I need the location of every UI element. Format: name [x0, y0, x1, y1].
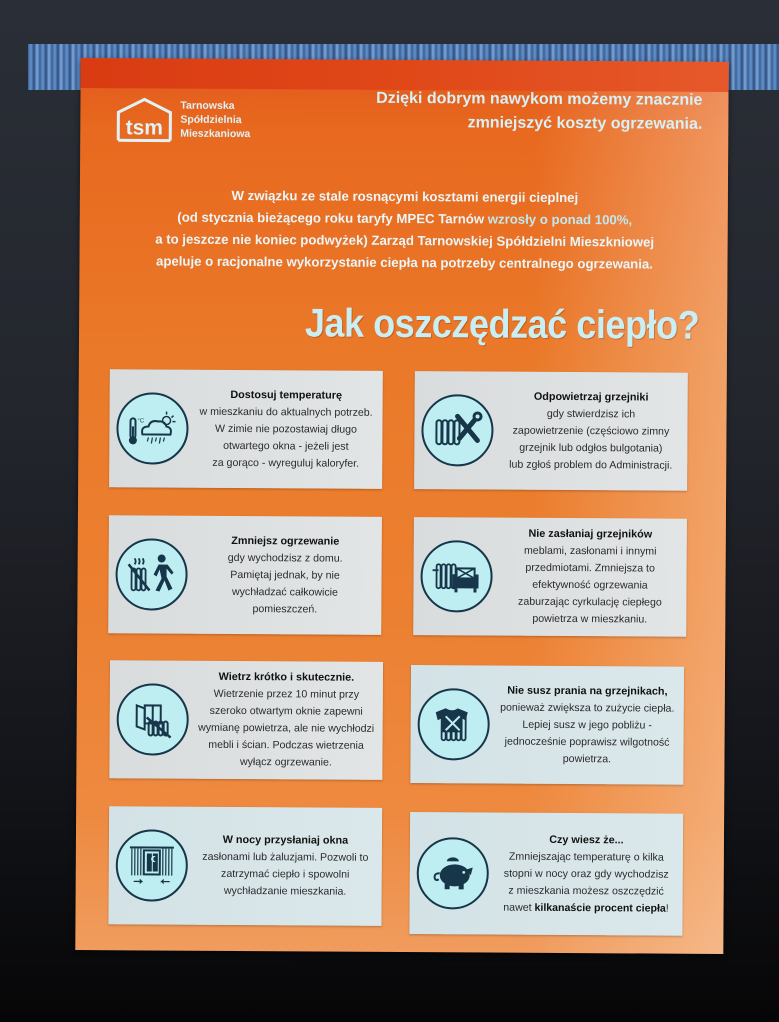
tip-text-segment: ! [665, 902, 669, 915]
tip-line: W zimie nie pozostawiaj długo [214, 422, 357, 436]
tip-line: Lepiej susz w jego pobliżu - [522, 718, 652, 732]
tip-line: grzejnik lub odgłos bulgotania) [519, 441, 663, 455]
tip-line: lub zgłoś problem do Administracji. [509, 458, 673, 472]
tip-line: mebli i ścian. Podczas wietrzenia [208, 738, 364, 752]
tip-line: jednocześnie poprawisz wilgotność [504, 735, 670, 749]
tip-line: zaburzając cyrkulację ciepłego [518, 595, 662, 609]
headline: Jak oszczędzać ciepło? [304, 301, 700, 348]
intro-highlight: wzrosły o ponad 100%, [487, 211, 633, 228]
tip-line: z mieszkania możesz oszczędzić [508, 884, 664, 898]
tip-text-segment: nawet [503, 901, 535, 914]
org-name-line: Spółdzielnia [180, 113, 242, 127]
intro-text: (od stycznia bieżącego roku taryfy MPEC Tarnów [177, 209, 488, 227]
tip-line [503, 899, 669, 917]
tip-text [194, 516, 376, 635]
tip-card-reduce-heating [108, 515, 382, 635]
tip-line: pomieszczeń. [252, 602, 318, 615]
thermometer-weather-icon [116, 392, 188, 464]
tip-title: Odpowietrzaj grzejniki [533, 390, 649, 404]
tip-emphasis: kilkanaście procent ciepła [534, 901, 666, 915]
tip-text [499, 518, 681, 637]
open-window-radiator-off-icon [116, 683, 188, 755]
tip-line: stopni w nocy oraz gdy wychodzisz [503, 867, 669, 881]
tip-line: meblami, zasłonami i innymi [523, 544, 657, 558]
tip-text [496, 666, 678, 785]
tip-line: powietrza w mieszkaniu. [532, 612, 648, 626]
tip-line: przedmiotami. Zmniejsza to [525, 561, 655, 575]
tip-line: w mieszkaniu do aktualnych potrzeb. [199, 405, 373, 419]
tip-line: wychładzanie mieszkania. [223, 884, 347, 898]
tip-title: Zmniejsz ogrzewanie [231, 534, 340, 548]
tip-text [495, 813, 677, 936]
org-name-line: Mieszkaniowa [180, 127, 251, 141]
tip-line: zapowietrzenie (częściowo zimny [512, 424, 670, 438]
house-logo-icon [114, 96, 174, 142]
tip-card-ventilate-briefly [109, 660, 383, 780]
tip-line: szeroko otwartym oknie zapewni [209, 704, 363, 718]
piggy-bank-icon [417, 837, 489, 909]
tip-line: Wietrzenie przez 10 minut przy [213, 687, 360, 701]
tip-card-bleed-radiators [414, 371, 688, 491]
tip-title: Wietrz krótko i skutecznie. [218, 670, 355, 684]
radiator-tools-icon [421, 394, 493, 466]
tip-line: powietrza. [562, 752, 612, 765]
tip-line: Zmniejszając temperaturę o kilka [508, 850, 664, 864]
tip-text [500, 372, 682, 491]
window-curtains-night-icon [116, 829, 188, 901]
tip-title: Nie zasłaniaj grzejników [528, 527, 653, 541]
tip-card-adjust-temperature [109, 369, 383, 489]
tip-text [194, 807, 376, 926]
organization-name [180, 99, 250, 141]
tagline [376, 87, 703, 137]
intro-line: a to jeszcze nie koniec podwyżek) Zarząd Tarnowskiej Spółdzielni Mieszkniowej [155, 231, 655, 250]
tip-line: efektywność ogrzewania [532, 578, 648, 592]
org-name-line: Tarnowska [180, 99, 235, 112]
poster [75, 58, 728, 954]
tip-card-cover-windows-at-night [108, 806, 382, 926]
tip-line: wymianę powietrza, ale nie wychłodzi [198, 721, 375, 735]
radiator-blocked-furniture-icon [420, 540, 492, 612]
tip-line: zatrzymać ciepło i spowolni [221, 867, 350, 881]
tip-card-did-you-know [409, 812, 683, 936]
tip-text [195, 661, 377, 780]
tip-title: Dostosuj temperaturę [230, 388, 343, 402]
intro-paragraph [109, 184, 700, 276]
intro-line: W związku ze stale rosnącymi kosztami energii cieplnej [231, 187, 579, 206]
svg-text:°C: °C [137, 418, 145, 425]
tip-title: Nie susz prania na grzejnikach, [507, 684, 668, 698]
tip-title: W nocy przysłaniaj okna [222, 833, 349, 847]
tip-line: otwartego okna - jeżeli jest [223, 439, 349, 453]
person-leaving-radiator-icon [115, 538, 187, 610]
tip-line: za gorąco - wyreguluj kaloryfer. [212, 456, 360, 470]
svg-text:tsm: tsm [125, 116, 164, 140]
tagline-line: zmniejszyć koszty ogrzewania. [467, 114, 703, 133]
intro-line: apeluje o racjonalne wykorzystanie ciepła na potrzeby centralnego ogrzewania. [155, 253, 653, 272]
tip-line: wychładzać całkowicie [231, 585, 338, 599]
tip-text [195, 370, 377, 489]
tip-card-dont-dry-laundry [410, 665, 684, 785]
tip-line: wyłącz ogrzewanie. [239, 756, 332, 769]
tip-line: Pamiętaj jednak, by nie [230, 568, 340, 582]
tip-line: gdy wychodzisz z domu. [227, 551, 343, 565]
tip-card-dont-cover-radiators [413, 517, 687, 637]
tip-line: gdy stwierdzisz ich [546, 407, 636, 420]
tagline-line: Dzięki dobrym nawykom możemy znacznie [376, 89, 703, 109]
laundry-on-radiator-crossed-icon [417, 688, 489, 760]
tip-title: Czy wiesz że... [549, 833, 624, 846]
tsm-logo [114, 96, 250, 143]
tip-line: ponieważ zwiększa to zużycie ciepła. [500, 701, 675, 715]
tip-line: zasłonami lub żaluzjami. Pozwoli to [202, 850, 369, 864]
